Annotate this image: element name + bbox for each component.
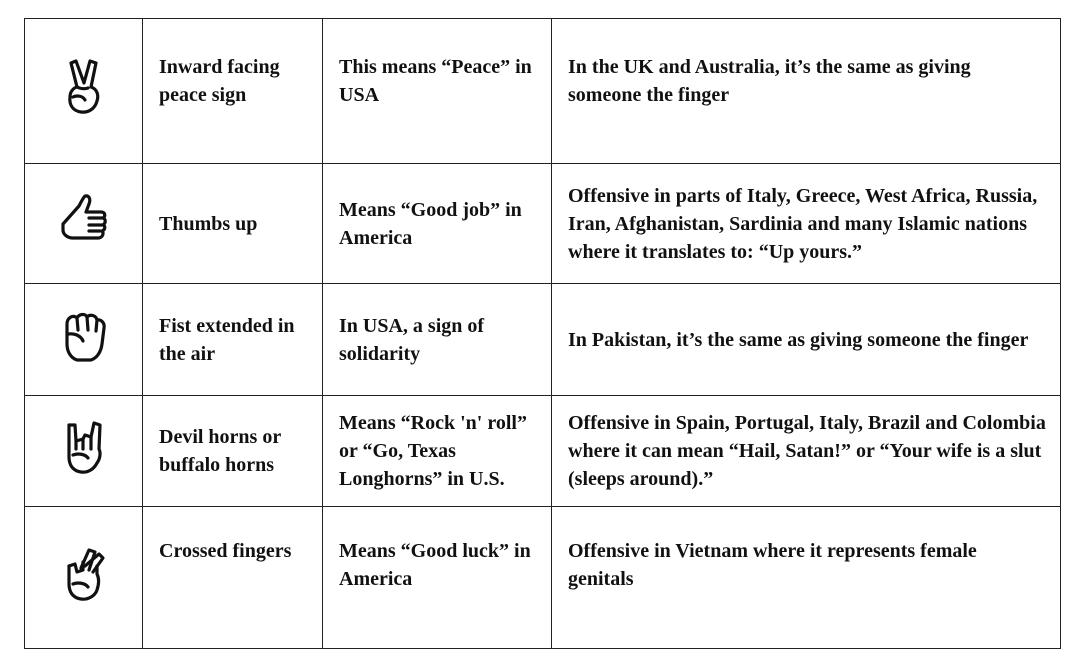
other-meaning: Offensive in Spain, Portugal, Italy, Brazil and Colombia where it can mean “Hail, Satan!” or “Your wife is a slut (sleeps around).” xyxy=(552,396,1061,507)
icon-cell xyxy=(25,396,143,507)
peace-sign-hand-icon xyxy=(55,57,115,117)
table-row xyxy=(25,19,1061,164)
gesture-name: Crossed fingers xyxy=(143,507,323,649)
gesture-name: Fist extended in the air xyxy=(143,284,323,396)
devil-horns-hand-icon xyxy=(55,417,115,477)
icon-cell xyxy=(25,164,143,284)
table-row xyxy=(25,164,1061,284)
table-row xyxy=(25,396,1061,507)
thumbs-up-hand-icon xyxy=(55,190,115,250)
us-meaning: In USA, a sign of solidarity xyxy=(323,284,552,396)
table-row xyxy=(25,284,1061,396)
icon-cell xyxy=(25,19,143,164)
gesture-name: Thumbs up xyxy=(143,164,323,284)
other-meaning: Offensive in Vietnam where it represents female genitals xyxy=(552,507,1061,649)
gesture-meanings-table xyxy=(24,18,1061,649)
us-meaning: Means “Rock 'n' roll” or “Go, Texas Longhorns” in U.S. xyxy=(323,396,552,507)
us-meaning: Means “Good luck” in America xyxy=(323,507,552,649)
us-meaning: This means “Peace” in USA xyxy=(323,19,552,164)
icon-cell xyxy=(25,507,143,649)
raised-fist-icon xyxy=(55,306,115,366)
other-meaning: In Pakistan, it’s the same as giving someone the finger xyxy=(552,284,1061,396)
us-meaning: Means “Good job” in America xyxy=(323,164,552,284)
crossed-fingers-hand-icon xyxy=(55,544,115,604)
other-meaning: In the UK and Australia, it’s the same as giving someone the finger xyxy=(552,19,1061,164)
gesture-name: Inward facing peace sign xyxy=(143,19,323,164)
other-meaning: Offensive in parts of Italy, Greece, West Africa, Russia, Iran, Afghanistan, Sardinia and many Islamic nations where it translates to: “Up yours.” xyxy=(552,164,1061,284)
icon-cell xyxy=(25,284,143,396)
gesture-name: Devil horns or buffalo horns xyxy=(143,396,323,507)
table-row xyxy=(25,507,1061,649)
